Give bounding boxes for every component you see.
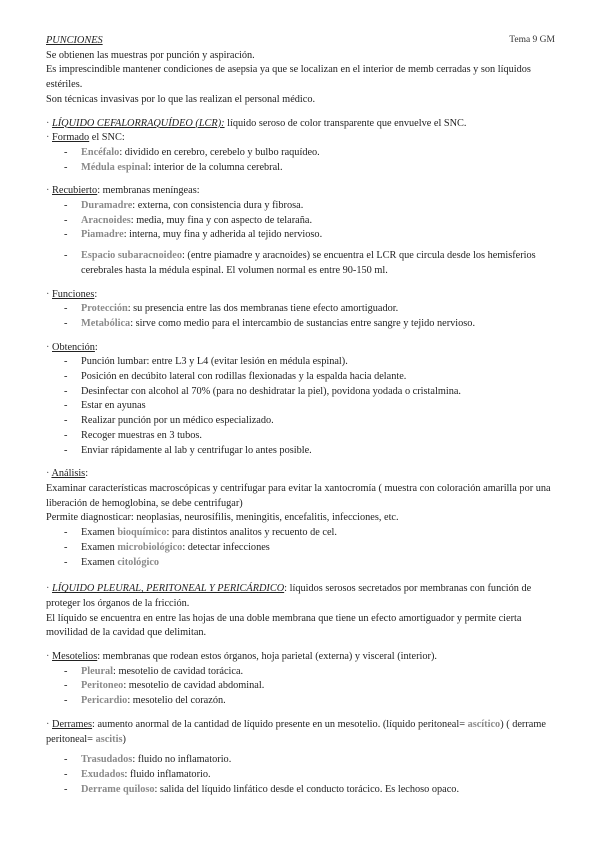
list-item: - Pericardio: mesotelio del corazón. [46, 694, 558, 709]
list-item: - Posición en decúbito lateral con rodillas flexionadas y la espalda hacia delante. [46, 370, 558, 385]
recubierto-list [46, 199, 558, 243]
list-item: - Médula espinal: interior de la columna cerebral. [46, 161, 558, 176]
pleural-line: El líquido se encuentra en entre las hojas de una doble membrana que tiene un efecto amortiguador y permite cierta movilidad de la cavidad que delimitan. [46, 612, 522, 639]
formado-heading: · Formado el SNC: [46, 132, 125, 144]
pleural-title: LÍQUIDO PLEURAL, PERITONEAL Y PERICÁRDICO [52, 583, 285, 595]
list-item: - Encéfalo: dividido en cerebro, cerebelo y bulbo raquídeo. [46, 146, 558, 161]
list-item: - Exudados: fluido inflamatorio. [46, 768, 558, 783]
intro-line: Son técnicas invasivas por lo que las realizan el personal médico. [46, 93, 316, 105]
list-item: - Metabólica: sirve como medio para el intercambio de sustancias entre sangre y tejido nervioso. [46, 317, 558, 332]
derrames-heading: · Derrames: aumento anormal de la cantidad de líquido presente en un mesotelio. (líquido peritoneal= ascítico) ( derrame peritoneal= ascitis) [46, 718, 546, 745]
list-item: - Espacio subaracnoideo: (entre piamadre y aracnoides) se encuentra el LCR que circula desde los hemisferios cerebrales hasta la médula espinal. El volumen normal es entre 90-150 ml. [46, 249, 558, 278]
list-item: - Examen microbiológico: detectar infecciones [46, 541, 558, 556]
list-item: - Peritoneo: mesotelio de cavidad abdominal. [46, 679, 558, 694]
list-item: - Desinfectar con alcohol al 70% (para no deshidratar la piel), povidona yodada o cristalmina. [46, 385, 558, 400]
document-page [46, 34, 558, 797]
list-item: - Trasudados: fluido no inflamatorio. [46, 753, 558, 768]
obtencion-list [46, 355, 558, 458]
list-item: - Pleural: mesotelio de cavidad torácica. [46, 665, 558, 680]
funciones-list [46, 302, 558, 331]
list-item: - Enviar rápidamente al lab y centrifugar lo antes posible. [46, 444, 558, 459]
pleural-heading: · LÍQUIDO PLEURAL, PERITONEAL Y PERICÁRDICO: líquidos serosos secretados por membranas con función de proteger los órganos de la fricción. [46, 583, 532, 609]
analisis-line: Examinar características macroscópicas y centrifugar para evitar la xantocromía ( muestra con coloración amarilla por una liberación de hemoglobina, se debe centrifugar) [46, 482, 551, 509]
lcr-heading: · LÍQUIDO CEFALORRAQUÍDEO (LCR): líquido seroso de color transparente que envuelve el SNC. [46, 117, 467, 129]
analisis-line: Permite diagnosticar: neoplasias, neurosífilis, meningitis, encefalitis, infecciones, etc. [46, 512, 399, 524]
list-item: - Examen bioquímico: para distintos analitos y recuento de cel. [46, 526, 558, 541]
list-item: - Piamadre: interna, muy fina y adherida al tejido nervioso. [46, 228, 558, 243]
analisis-heading: · Análisis: [46, 468, 89, 480]
intro-line: Se obtienen las muestras por punción y aspiración. [46, 49, 255, 61]
list-item: - Recoger muestras en 3 tubos. [46, 429, 558, 444]
intro-line: Es imprescindible mantener condiciones de asepsia ya que se localizan en el interior de memb cerradas y son líquidos estériles. [46, 64, 531, 91]
list-item: - Derrame quiloso: salida del líquido linfático desde el conducto torácico. Es lechoso opaco. [46, 783, 558, 798]
list-item: - Realizar punción por un médico especializado. [46, 414, 558, 429]
list-item: - Aracnoides: media, muy fina y con aspecto de telaraña. [46, 214, 558, 229]
formado-list [46, 146, 558, 175]
analisis-list [46, 526, 558, 570]
list-item: - Estar en ayunas [46, 399, 558, 414]
list-item: - Protección: su presencia entre las dos membranas tiene efecto amortiguador. [46, 302, 558, 317]
page-header-tag: Tema 9 GM [509, 35, 555, 45]
list-item: - Duramadre: externa, con consistencia dura y fibrosa. [46, 199, 558, 214]
list-item: - Examen citológico [46, 556, 558, 571]
section-title-punciones: PUNCIONES [46, 35, 103, 46]
lcr-title: LÍQUIDO CEFALORRAQUÍDEO (LCR): [52, 117, 225, 129]
funciones-heading: · Funciones: [46, 288, 98, 300]
mesotelios-heading: · Mesotelios: membranas que rodean estos órganos, hoja parietal (externa) y visceral (interior). [46, 651, 437, 663]
espacio-list [46, 249, 558, 278]
derrames-list [46, 753, 558, 797]
mesotelios-list [46, 665, 558, 709]
recubierto-heading: · Recubierto: membranas meníngeas: [46, 185, 200, 197]
obtencion-heading: · Obtención: [46, 341, 98, 353]
list-item: - Punción lumbar: entre L3 y L4 (evitar lesión en médula espinal). [46, 355, 558, 370]
